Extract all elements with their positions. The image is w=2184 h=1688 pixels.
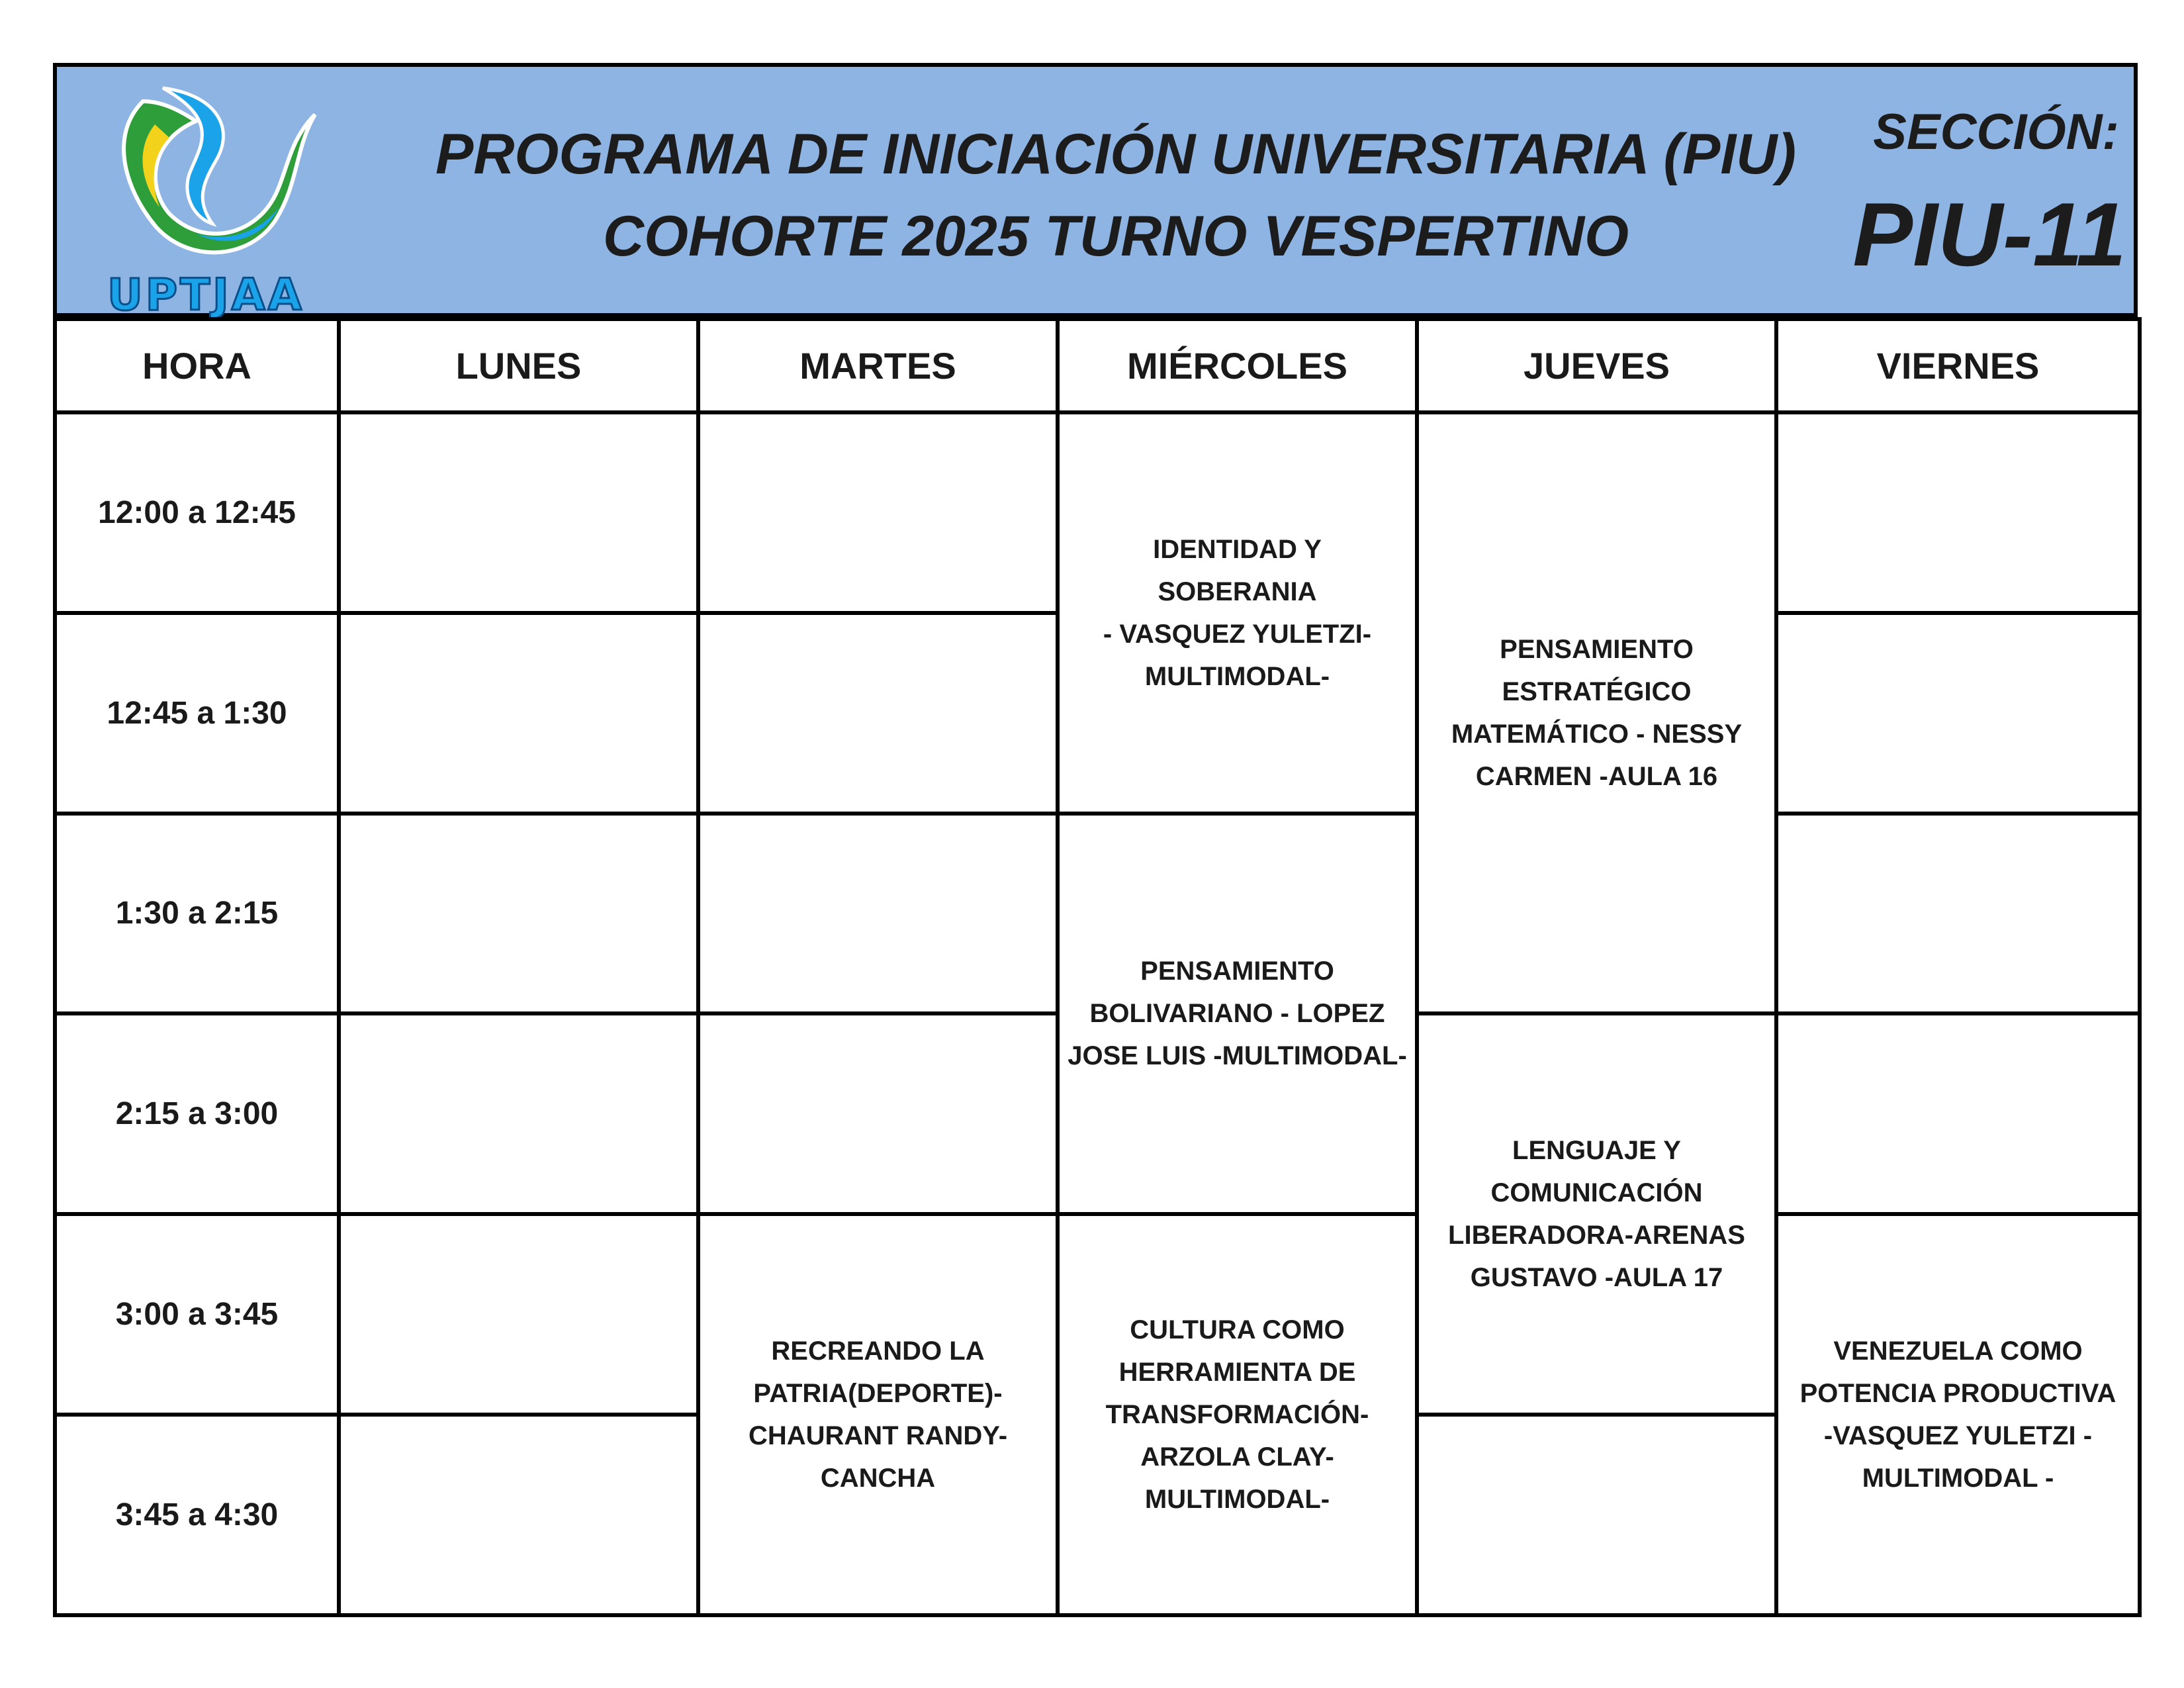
logo-wordmark: UPTJAA (107, 269, 304, 318)
section-label: SECCIÓN: (1873, 104, 2119, 160)
col-header-lunes: LUNES (339, 319, 698, 412)
header-banner (53, 63, 2138, 317)
subject-cell: LENGUAJE Y COMUNICACIÓN LIBERADORA-ARENAS GUSTAVO -AULA 17 (1417, 1013, 1776, 1415)
subject-cell: PENSAMIENTO BOLIVARIANO - LOPEZ JOSE LUIS -MULTIMODAL- (1058, 814, 1417, 1215)
subject-cell: CULTURA COMO HERRAMIENTA DE TRANSFORMACIÓN- ARZOLA CLAY- MULTIMODAL- (1058, 1214, 1417, 1615)
time-cell: 12:45 a 1:30 (55, 613, 339, 814)
empty-cell (698, 814, 1058, 1014)
title-line-2: COHORTE 2025 TURNO VESPERTINO (603, 205, 1629, 268)
col-header-viernes: VIERNES (1776, 319, 2140, 412)
time-cell: 2:15 a 3:00 (55, 1013, 339, 1214)
col-header-miercoles: MIÉRCOLES (1058, 319, 1417, 412)
empty-cell (339, 1013, 698, 1214)
time-cell: 12:00 a 12:45 (55, 412, 339, 613)
uptjaa-logo (97, 75, 322, 318)
empty-cell (1417, 1415, 1776, 1615)
schedule-sheet (53, 63, 2138, 1617)
empty-cell (698, 412, 1058, 613)
subject-cell: RECREANDO LA PATRIA(DEPORTE)- CHAURANT RANDY- CANCHA (698, 1214, 1058, 1615)
title-line-1: PROGRAMA DE INICIACIÓN UNIVERSITARIA (PIU) (435, 122, 1797, 186)
page-title (341, 113, 1890, 277)
table-row (55, 1214, 2140, 1415)
empty-cell (339, 1214, 698, 1415)
time-cell: 3:00 a 3:45 (55, 1214, 339, 1415)
col-header-martes: MARTES (698, 319, 1058, 412)
header-row (55, 319, 2140, 412)
empty-cell (698, 1013, 1058, 1214)
subject-cell: PENSAMIENTO ESTRATÉGICO MATEMÁTICO - NESSY CARMEN -AULA 16 (1417, 412, 1776, 1014)
subject-cell: VENEZUELA COMO POTENCIA PRODUCTIVA -VASQUEZ YULETZI - MULTIMODAL - (1776, 1214, 2140, 1615)
empty-cell (698, 613, 1058, 814)
time-cell: 3:45 a 4:30 (55, 1415, 339, 1615)
time-cell: 1:30 a 2:15 (55, 814, 339, 1014)
empty-cell (339, 412, 698, 613)
schedule-table (53, 317, 2142, 1617)
empty-cell (339, 814, 698, 1014)
table-row (55, 412, 2140, 613)
empty-cell (1776, 1013, 2140, 1214)
empty-cell (1776, 814, 2140, 1014)
empty-cell (339, 613, 698, 814)
table-row (55, 814, 2140, 1014)
col-header-hora: HORA (55, 319, 339, 412)
subject-cell: IDENTIDAD Y SOBERANIA - VASQUEZ YULETZI- MULTIMODAL- (1058, 412, 1417, 814)
section-code: PIU-11 (1852, 184, 2126, 285)
col-header-jueves: JUEVES (1417, 319, 1776, 412)
empty-cell (1776, 613, 2140, 814)
empty-cell (339, 1415, 698, 1615)
empty-cell (1776, 412, 2140, 613)
